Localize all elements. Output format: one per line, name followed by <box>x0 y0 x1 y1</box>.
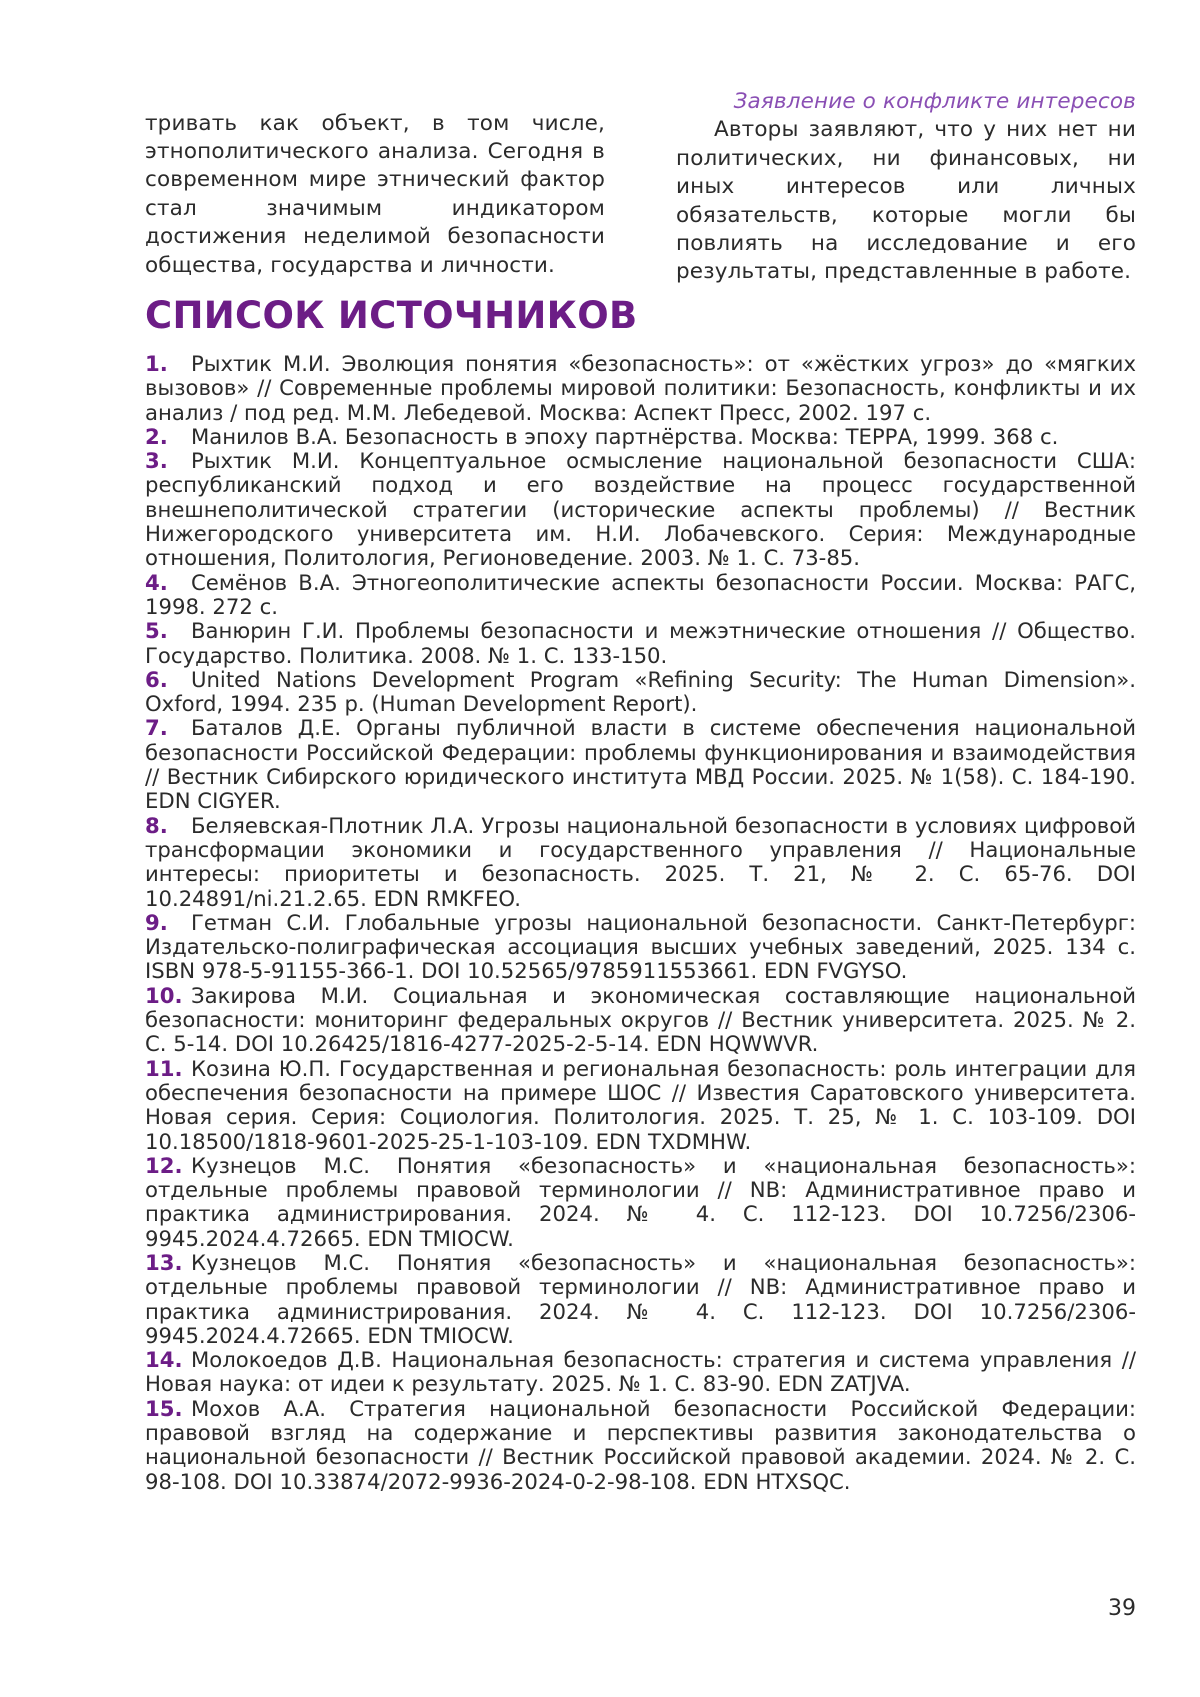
reference-item <box>145 1397 1136 1494</box>
reference-number: 6. <box>145 668 191 692</box>
conflict-of-interest-section <box>676 88 1136 287</box>
reference-text: Кузнецов М.С. Понятия «безопасность» и «национальная безопасность»: отдельные проблемы правовой терминологии // NB: Административное право и практика администрирования. 2024. № 4. С. 112-123. DOI 10.7256/2306-9945.2024.4.72665. EDN TMIOCW. <box>145 1250 1136 1348</box>
reference-item <box>145 425 1136 449</box>
reference-number: 10. <box>145 984 191 1008</box>
reference-text: Беляевская-Плотник Л.А. Угрозы национальной безопасности в условиях цифровой трансформации экономики и государственного управления // Национальные интересы: приоритеты и безопасность. 2025. Т. 21, № 2. С. 65-76. DOI 10.24891/ni.21.2.65. EDN RMKFEO. <box>145 813 1136 911</box>
reference-number: 8. <box>145 814 191 838</box>
sources-title: СПИСОК ИСТОЧНИКОВ <box>145 293 637 339</box>
reference-text: Баталов Д.Е. Органы публичной власти в системе обеспечения национальной безопасности Российской Федерации: проблемы функционирования и взаимодействия // Вестник Сибирского юридического института МВД России. 2025. № 1(58). С. 184-190. EDN CIGYER. <box>145 715 1136 813</box>
reference-text: United Nations Development Program «Refining Security: The Human Dimension». Oxford, 1994. 235 p. (Human Development Report). <box>145 667 1136 716</box>
reference-number: 11. <box>145 1057 191 1081</box>
reference-text: Закирова М.И. Социальная и экономическая составляющие национальной безопасности: мониторинг федеральных округов // Вестник университета. 2025. № 2. С. 5-14. DOI 10.26425/1816-4277-2025-2-5-14. EDN HQWWVR. <box>145 983 1136 1057</box>
reference-text: Кузнецов М.С. Понятия «безопасность» и «национальная безопасность»: отдельные проблемы правовой терминологии // NB: Административное право и практика администрирования. 2024. № 4. С. 112-123. DOI 10.7256/2306-9945.2024.4.72665. EDN TMIOCW. <box>145 1153 1136 1251</box>
reference-text: Молокоедов Д.В. Национальная безопасность: стратегия и система управления // Новая наука: от идеи к результату. 2025. № 1. С. 83-90. EDN ZATJVA. <box>145 1347 1136 1396</box>
reference-text: Манилов В.А. Безопасность в эпоху партнёрства. Москва: ТЕРРА, 1999. 368 с. <box>191 424 1058 449</box>
reference-item <box>145 449 1136 570</box>
reference-item <box>145 619 1136 668</box>
reference-item <box>145 1154 1136 1251</box>
reference-number: 2. <box>145 425 191 449</box>
reference-item <box>145 911 1136 984</box>
reference-item <box>145 668 1136 717</box>
reference-number: 5. <box>145 619 191 643</box>
reference-list <box>145 352 1136 1494</box>
reference-number: 1. <box>145 352 191 376</box>
conflict-of-interest-heading: Заявление о конфликте интересов <box>676 88 1136 116</box>
reference-text: Рыхтик М.И. Эволюция понятия «безопасность»: от «жёстких угроз» до «мягких вызовов» // Современные проблемы мировой политики: Безопасность, конфликты и их анализ / под ред. М.М. Лебедевой. Москва: Аспект Пресс, 2002. 197 с. <box>145 351 1136 425</box>
reference-item <box>145 1251 1136 1348</box>
reference-item <box>145 352 1136 425</box>
reference-number: 9. <box>145 911 191 935</box>
reference-text: Козина Ю.П. Государственная и региональная безопасность: роль интеграции для обеспечения безопасности на примере ШОС // Известия Саратовского университета. Новая серия. Серия: Социология. Политология. 2025. Т. 25, № 1. С. 103-109. DOI 10.18500/1818-9601-2025-25-1-103-109. EDN TXDMHW. <box>145 1056 1136 1154</box>
intro-paragraph: тривать как объект, в том числе, этнополитического анализа. Сегодня в современном мире этнический фактор стал значимым индикатором достижения неделимой безопасности общества, государства и личности. <box>145 110 605 280</box>
reference-number: 14. <box>145 1348 191 1372</box>
reference-item <box>145 1348 1136 1397</box>
reference-item <box>145 1057 1136 1154</box>
reference-text: Рыхтик М.И. Концептуальное осмысление национальной безопасности США: республиканский подход и его воздействие на процесс государственной внешнеполитической стратегии (исторические аспекты проблемы) // Вестник Нижегородского университета им. Н.И. Лобачевского. Серия: Международные отношения, Политология, Регионоведение. 2003. № 1. С. 73-85. <box>145 448 1136 570</box>
reference-number: 4. <box>145 571 191 595</box>
reference-text: Ванюрин Г.И. Проблемы безопасности и межэтнические отношения // Общество. Государство. Политика. 2008. № 1. С. 133-150. <box>145 618 1136 667</box>
reference-item <box>145 984 1136 1057</box>
reference-text: Гетман С.И. Глобальные угрозы национальной безопасности. Санкт-Петербург: Издательско-полиграфическая ассоциация высших учебных заведений, 2025. 134 с. ISBN 978-5-91155-366-1. DOI 10.52565/9785911553661. EDN FVGYSO. <box>145 910 1136 984</box>
reference-text: Семёнов В.А. Этногеополитические аспекты безопасности России. Москва: РАГС, 1998. 272 с. <box>145 570 1136 619</box>
page-number: 39 <box>1090 1596 1136 1621</box>
reference-number: 3. <box>145 449 191 473</box>
reference-item <box>145 571 1136 620</box>
reference-item <box>145 814 1136 911</box>
reference-text: Мохов А.А. Стратегия национальной безопасности Российской Федерации: правовой взгляд на содержание и перспективы развития законодательства о национальной безопасности // Вестник Российской правовой академии. 2024. № 2. С. 98-108. DOI 10.33874/2072-9936-2024-0-2-98-108. EDN HTXSQC. <box>145 1396 1136 1494</box>
reference-number: 7. <box>145 716 191 740</box>
reference-number: 12. <box>145 1154 191 1178</box>
document-page <box>0 0 1200 1697</box>
reference-number: 13. <box>145 1251 191 1275</box>
conflict-of-interest-body: Авторы заявляют, что у них нет ни политических, ни финансовых, ни иных интересов или личных обязательств, которые могли бы повлиять на исследование и его результаты, представленные в работе. <box>676 116 1136 286</box>
reference-item <box>145 716 1136 813</box>
reference-number: 15. <box>145 1397 191 1421</box>
